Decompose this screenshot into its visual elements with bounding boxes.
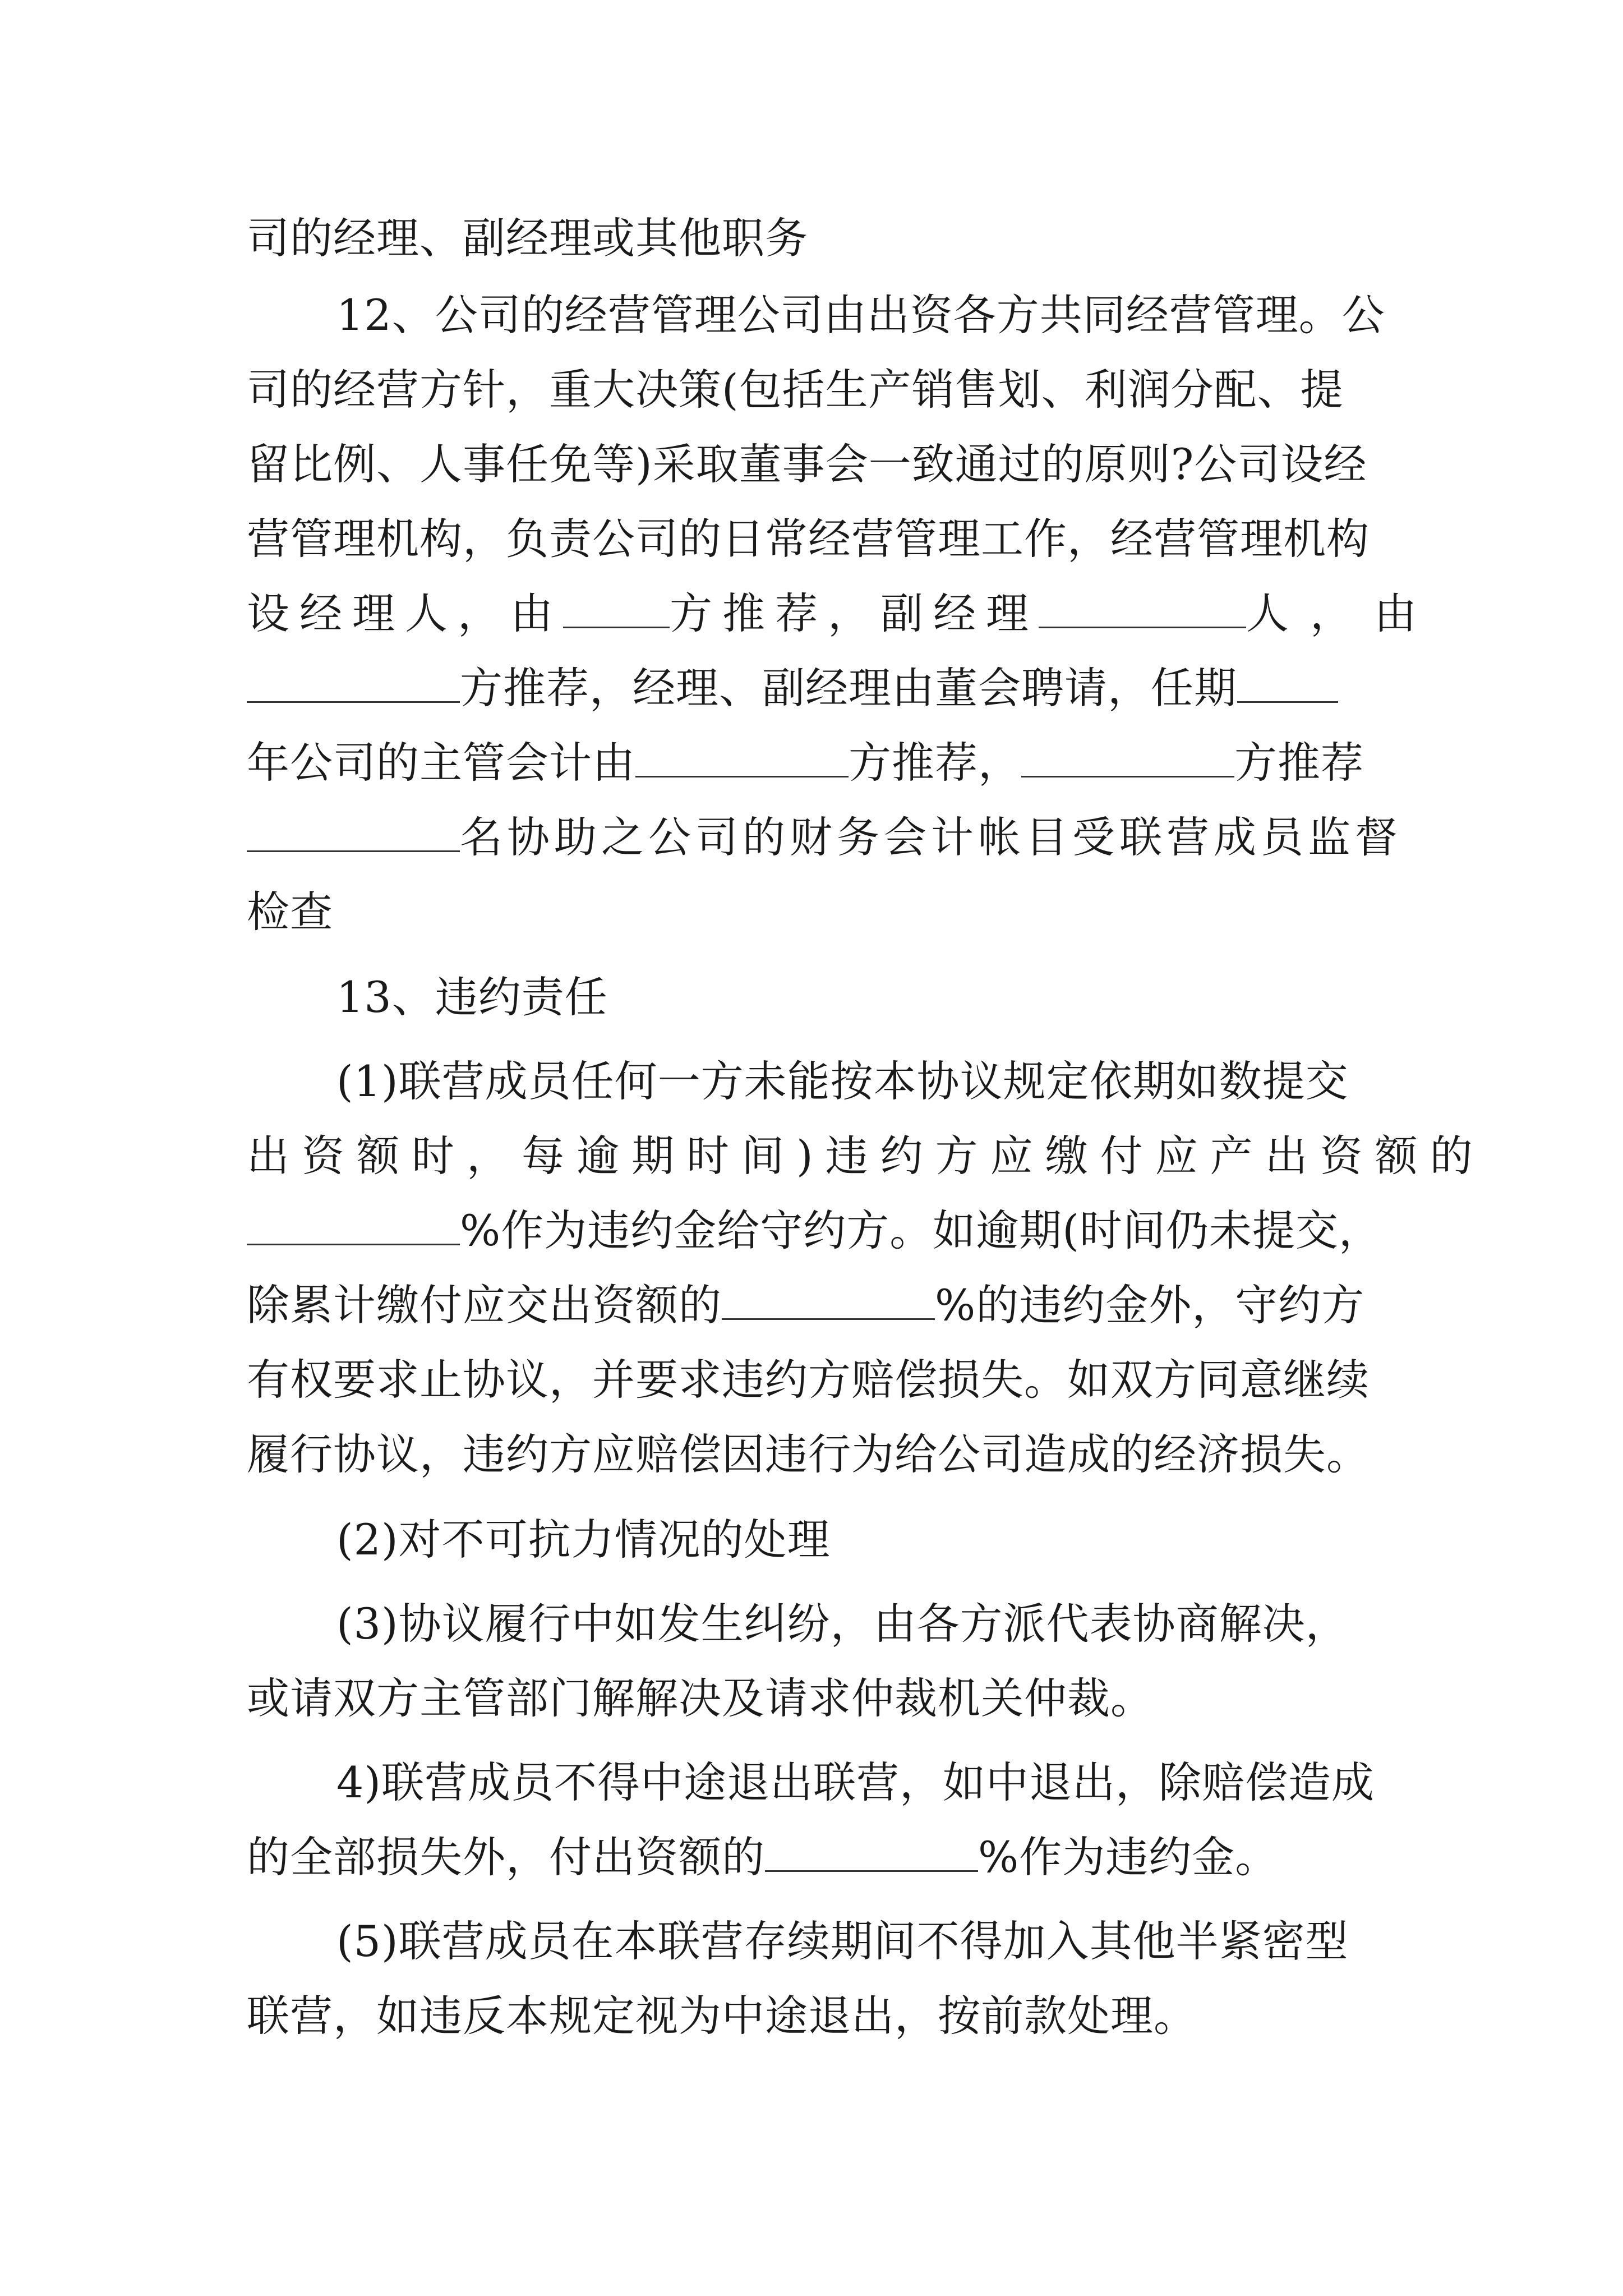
line-text: (3)协议履行中如发生纠纷，由各方派代表协商解决， (336, 1599, 1349, 1649)
text-line (247, 436, 1396, 493)
fill-in-blank[interactable] (765, 1831, 978, 1872)
text-line (247, 1128, 1485, 1184)
fill-in-blank[interactable] (635, 737, 849, 777)
line-text: 人，由 (1246, 588, 1438, 638)
fill-in-blank[interactable] (1021, 737, 1234, 777)
line-text: 12、公司的经营管理公司由出资各方共同经营管理。公 (336, 290, 1385, 340)
text-line-with-blanks (247, 1203, 1396, 1259)
fill-in-blank[interactable] (247, 1204, 460, 1245)
text-line (247, 884, 1396, 940)
line-text: (1)联营成员任何一方未能按本协议规定依期如数提交 (336, 1056, 1349, 1106)
line-text: 检查 (247, 887, 333, 937)
line-text: 有权要求止协议，并要求违约方赔偿损失。如双方同意继续 (247, 1355, 1370, 1405)
line-text: 设经理人，由 (247, 588, 563, 638)
section-heading-13 (336, 969, 1396, 1025)
line-text: %作为违约金给守约方。如逾期(时间仍未提交， (460, 1205, 1382, 1255)
line-text: 司的经营方针，重大决策(包括生产销售划、利润分配、提 (247, 365, 1344, 415)
clause-5-line (336, 1913, 1396, 1970)
line-text: 留比例、人事任免等)采取董事会一致通过的原则?公司设经 (247, 439, 1367, 489)
line-text: 联营，如违反本规定视为中途退出，按前款处理。 (247, 1991, 1197, 2041)
text-line-with-blanks (247, 809, 1402, 866)
paragraph-12-line (336, 287, 1396, 343)
line-text: 营管理机构，负责公司的日常经营管理工作，经营管理机构 (247, 514, 1370, 564)
line-text: 年公司的主管会计由 (247, 738, 635, 788)
text-line (247, 1352, 1396, 1408)
line-text: %作为违约金。 (978, 1832, 1279, 1882)
line-text: %的违约金外，守约方 (935, 1280, 1365, 1330)
fill-in-blank[interactable] (247, 811, 460, 852)
line-text: 除累计缴付应交出资额的 (247, 1280, 722, 1330)
line-text: 或请双方主管部门解解决及请求仲裁机关仲裁。 (247, 1673, 1154, 1723)
line-text: 出资额时，每逾期时间)违约方应缴付应产出资额的 (247, 1131, 1485, 1181)
text-line (247, 362, 1396, 418)
clause-1-line (336, 1053, 1396, 1110)
line-text: (2)对不可抗力情况的处理 (336, 1515, 831, 1565)
clause-3-line (336, 1596, 1396, 1652)
line-text: 名协助之公司的财务会计帐目受联营成员监督 (460, 812, 1402, 862)
fill-in-blank[interactable] (1237, 662, 1338, 703)
fill-in-blank[interactable] (563, 587, 670, 628)
line-text: (5)联营成员在本联营存续期间不得加入其他半紧密型 (336, 1916, 1349, 1966)
clause-2-line (336, 1512, 1396, 1568)
text-line (247, 1988, 1396, 2044)
text-line-with-blanks (247, 1277, 1396, 1333)
line-text: 方推荐，经理、副经理由董会聘请，任期 (460, 663, 1237, 713)
line-text: 的全部损失外，付出资额的 (247, 1832, 765, 1882)
line-text: 4)联营成员不得中途退出联营，如中退出，除赔偿造成 (336, 1757, 1375, 1807)
text-line (247, 511, 1396, 567)
text-line (247, 210, 1396, 266)
line-text: 履行协议，违约方应赔偿因违行为给公司造成的经济损失。 (247, 1429, 1370, 1479)
text-line-with-blanks (247, 586, 1438, 642)
line-text: 方推荐， (849, 738, 1021, 788)
line-text: 方推荐 (1234, 738, 1364, 788)
text-line-with-blanks (247, 735, 1396, 791)
text-line-with-blanks (247, 660, 1396, 716)
fill-in-blank[interactable] (247, 662, 460, 703)
clause-4-line (336, 1755, 1396, 1811)
fill-in-blank[interactable] (1039, 587, 1246, 628)
text-line (247, 1671, 1396, 1727)
text-line (247, 1427, 1396, 1483)
fill-in-blank[interactable] (722, 1279, 935, 1320)
section-heading-text: 13、违约责任 (336, 972, 608, 1022)
line-text: 司的经理、副经理或其他职务 (247, 213, 808, 263)
text-line-with-blanks (247, 1829, 1396, 1885)
line-text: 方推荐，副经理 (670, 588, 1039, 638)
